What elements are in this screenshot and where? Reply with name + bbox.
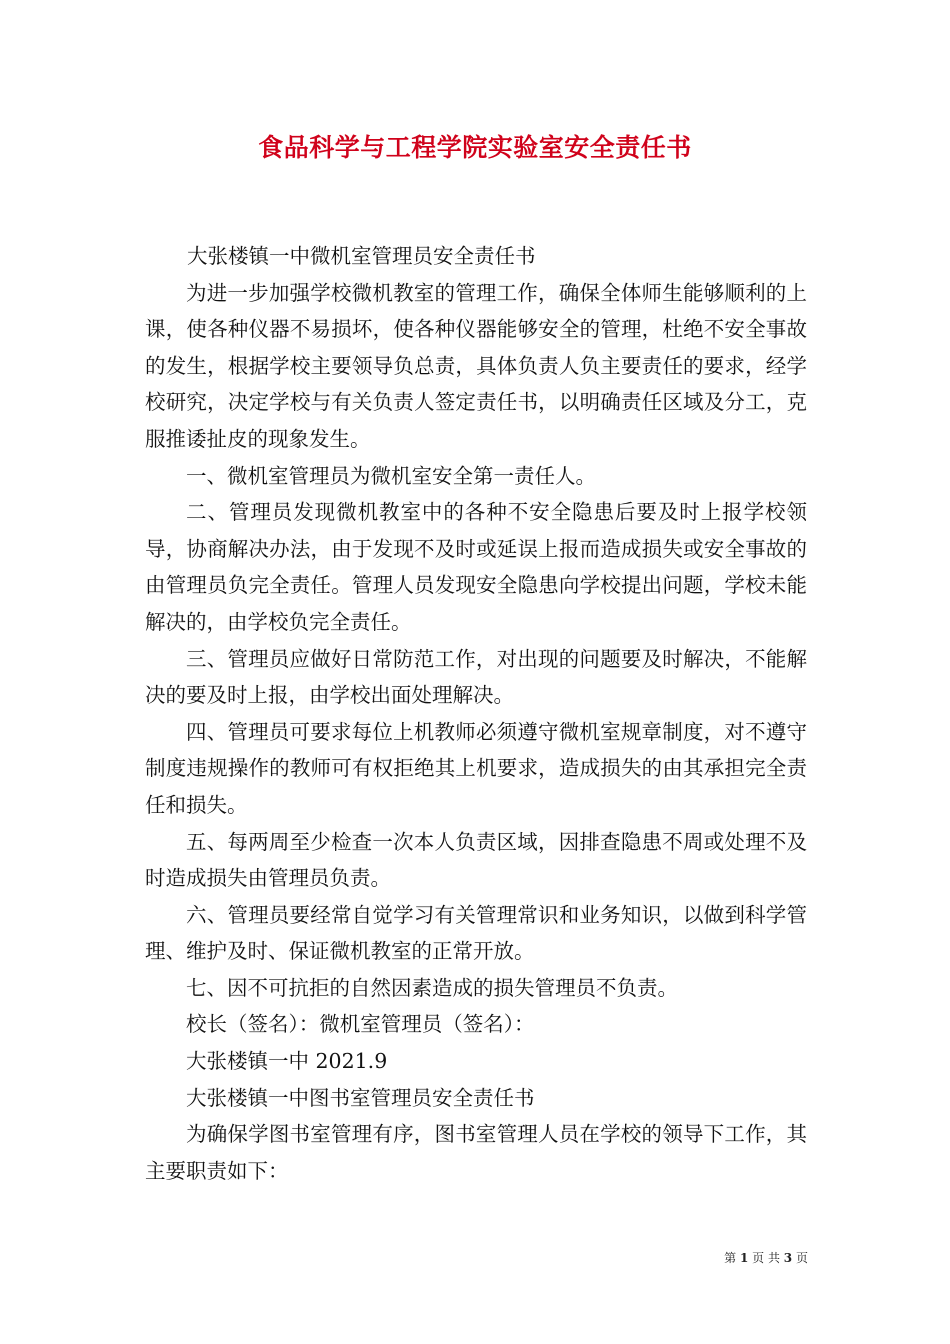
date-line: 大张楼镇一中 2021.9 xyxy=(186,1049,388,1074)
clause-2: 二、管理员发现微机教室中的各种不安全隐患后要及时上报学校领导，协商解决办法，由于发现不及时或延误上报而造成损失或安全事故的由管理员负完全责任。管理人员发现安全隐患向学校提出问题，学校未能解决的，由学校负完全责任。 xyxy=(145,500,807,634)
library-intro-paragraph: 为确保学图书室管理有序，图书室管理人员在学校的领导下工作，其主要职责如下： xyxy=(145,1122,807,1183)
clause-6: 六、管理员要经常自觉学习有关管理常识和业务知识，以做到科学管理、维护及时、保证微机教室的正常开放。 xyxy=(145,902,807,964)
footer-page-number: 1 xyxy=(739,1251,749,1265)
footer-total-pages: 3 xyxy=(783,1251,793,1265)
signature-line: 校长（签名）：微机室管理员（签名）： xyxy=(186,1012,535,1037)
section-heading-library: 大张楼镇一中图书室管理员安全责任书 xyxy=(186,1085,535,1110)
clause-7: 七、因不可抗拒的自然因素造成的损失管理员不负责。 xyxy=(186,975,678,1000)
footer-prefix: 第 xyxy=(724,1251,737,1265)
footer-suffix: 页 xyxy=(795,1251,808,1265)
section-heading-computer-room: 大张楼镇一中微机室管理员安全责任书 xyxy=(187,244,536,268)
footer-middle: 页 共 xyxy=(752,1251,780,1265)
intro-paragraph: 为进一步加强学校微机教室的管理工作，确保全体师生能够顺利的上课，使各种仪器不易损坏，使各种仪器能够安全的管理，杜绝不安全事故的发生，根据学校主要领导负总责，具体负责人负主要责任的要求，经学校研究，决定学校与有关负责人签定责任书，以明确责任区域及分工，克服推诿扯皮的现象发生。 xyxy=(145,280,807,451)
clause-5: 五、每两周至少检查一次本人负责区域，因排查隐患不周或处理不及时造成损失由管理员负责。 xyxy=(145,829,807,891)
document-body xyxy=(145,238,807,1189)
clause-3: 三、管理员应做好日常防范工作，对出现的问题要及时解决，不能解决的要及时上报，由学校出面处理解决。 xyxy=(145,646,807,708)
document-title: 食品科学与工程学院实验室安全责任书 xyxy=(258,133,692,162)
clause-1: 一、微机室管理员为微机室安全第一责任人。 xyxy=(186,463,596,488)
page-footer xyxy=(724,1249,808,1266)
clause-4: 四、管理员可要求每位上机教师必须遵守微机室规章制度，对不遵守制度违规操作的教师可有权拒绝其上机要求，造成损失的由其承担完全责任和损失。 xyxy=(145,719,807,817)
